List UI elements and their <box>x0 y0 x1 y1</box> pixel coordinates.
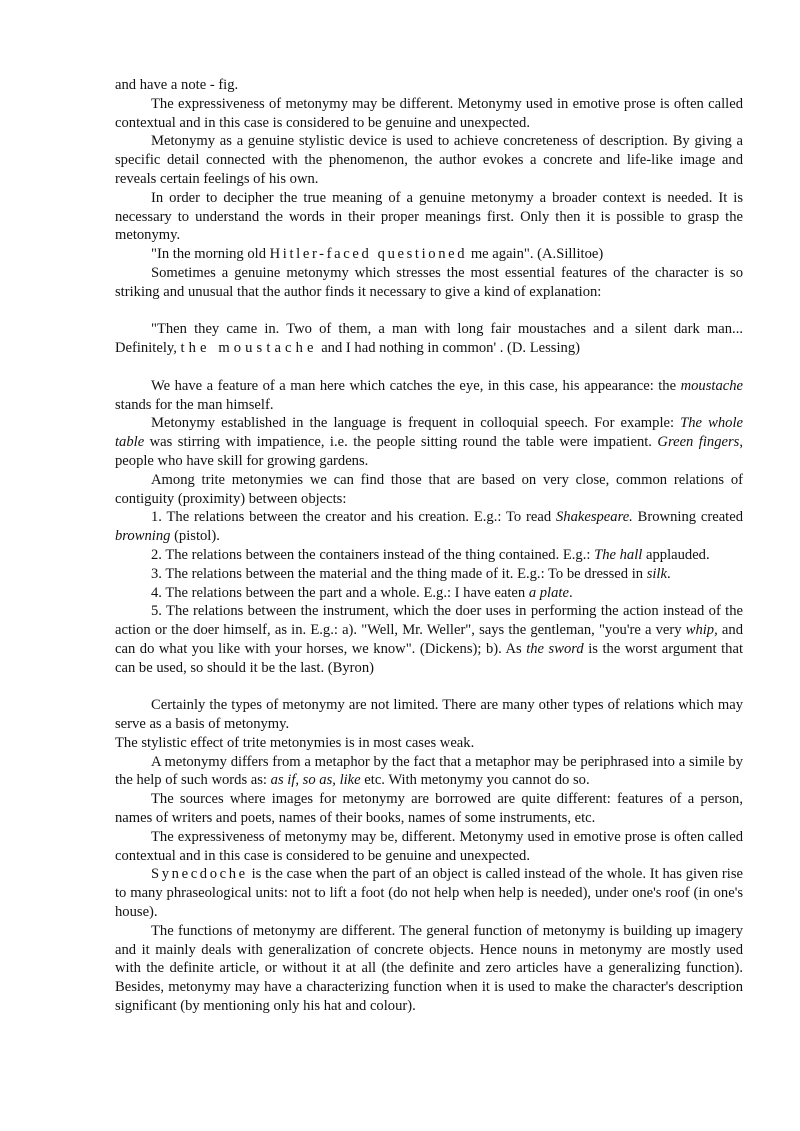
text-run: and I had nothing in common' . (D. Lessing) <box>317 340 580 357</box>
text-run: A metonymy differs from a metaphor by the fact that a metaphor may be periphrased into a simile by the help of such words as: <box>115 753 743 789</box>
italic-term: The hall <box>594 546 643 563</box>
text-run: me again". (A.Sillitoe) <box>467 246 604 263</box>
italic-term: the sword <box>526 640 584 657</box>
paragraph: The sources where images for metonymy are borrowed are quite different: features of a person, names of writers and poets, names of their books, names of some instruments, etc. <box>115 791 743 827</box>
quote-lessing <box>115 320 743 358</box>
italic-term: a plate <box>528 584 569 601</box>
list-item <box>115 508 743 546</box>
blank-line <box>115 302 743 321</box>
text-run: etc. With metonymy you cannot do so. <box>360 772 590 789</box>
italic-term: Green fingers <box>657 434 740 451</box>
paragraph: The stylistic effect of trite metonymies is in most cases weak. <box>115 734 475 751</box>
italic-term: The whole table <box>115 415 743 451</box>
paragraph <box>115 865 743 921</box>
text-run: applauded. <box>642 546 710 563</box>
text-run: "In the morning old <box>151 246 270 263</box>
paragraph: The functions of metonymy are different. The general function of metonymy is building up imagery and it mainly deals with generalization of concrete objects. Hence nouns in metonymy are mostly used with the definite article, or without it at all (the definite and zero articles have a generalizing function). Besides, metonymy may have a characterizing function when it is used to make the character's description significant (by mentioning only his hat and colour). <box>115 922 743 1015</box>
text-run: We have a feature of a man here which catches the eye, in this case, his appearance: the <box>151 377 681 394</box>
text-run: is the case when the part of an object is called instead of the whole. It has given rise to many phraseological units: not to lift a foot (do not help when help is needed), under one's roof (in one's house). <box>115 866 743 921</box>
list-item <box>115 546 743 565</box>
text-run: 1. The relations between the creator and his creation. E.g.: To read <box>151 509 556 526</box>
text-run: "Then they came in. Two of them, a man with long fair moustaches and a silent dark man... Definitely, <box>115 321 743 357</box>
text-run: (pistol). <box>170 528 220 545</box>
paragraph: and have a note - fig. <box>115 77 239 93</box>
spaced-term: the moustache <box>180 340 318 357</box>
paragraph: Certainly the types of metonymy are not limited. There are many other types of relations which may serve as a basis of metonymy. <box>115 697 743 733</box>
text-run: , people who have skill for growing gardens. <box>115 434 743 469</box>
paragraph <box>115 377 743 415</box>
spaced-term: Synecdoche <box>151 866 248 883</box>
paragraph <box>115 414 743 470</box>
list-item <box>115 565 743 584</box>
paragraph: Sometimes a genuine metonymy which stresses the most essential features of the character is so striking and unusual that the author finds it necessary to give a kind of explanation: <box>115 264 743 300</box>
blank-line <box>115 358 743 377</box>
italic-term: Shakespeare. <box>555 509 633 526</box>
document-page <box>115 76 743 1016</box>
list-item <box>115 584 743 603</box>
text-run: Metonymy established in the language is frequent in colloquial speech. For example: <box>151 415 681 432</box>
italic-term: browning <box>115 528 171 545</box>
text-run: . <box>666 565 671 582</box>
paragraph: Metonymy as a genuine stylistic device is used to achieve concreteness of description. By giving a specific detail connected with the phenomenon, the author evokes a concrete and life-like image and reveals certain feelings of his own. <box>115 133 743 187</box>
text-run: 5. The relations between the instrument, which the doer uses in performing the action instead of the action or the doer himself, as in. E.g.: a). "Well, Mr. Weller", says the gentleman, "you're a very <box>115 603 743 639</box>
paragraph <box>115 753 743 791</box>
paragraph: Among trite metonymies we can find those that are based on very close, common relations of contiguity (proximity) between objects: <box>115 471 743 507</box>
text-run: was stirring with impatience, i.e. the people sitting round the table were impatient. <box>144 434 658 451</box>
italic-term: moustache <box>680 377 743 394</box>
quote-hitler <box>115 245 743 264</box>
paragraph: The expressiveness of metonymy may be different. Metonymy used in emotive prose is often called contextual and in this case is considered to be genuine and unexpected. <box>115 95 743 131</box>
italic-term: whip, <box>685 622 718 639</box>
text-run: and can do what you like with your horses, we know". (Dickens); b). As <box>115 622 743 657</box>
paragraph: In order to decipher the true meaning of a genuine metonymy a broader context is needed. It is necessary to understand the words in their proper meanings first. Only then it is possible to grasp the metonymy. <box>115 189 743 244</box>
text-run: Browning created <box>632 509 743 526</box>
paragraph: The expressiveness of metonymy may be, different. Metonymy used in emotive prose is often called contextual and in this case is considered to be genuine and unexpected. <box>115 828 743 864</box>
text-run: 2. The relations between the containers instead of the thing contained. E.g.: <box>151 546 595 563</box>
text-run: . <box>568 584 573 601</box>
text-run: stands for the man himself. <box>115 396 274 413</box>
text-run: 4. The relations between the part and a whole. E.g.: I have eaten <box>151 584 529 601</box>
text-run: 3. The relations between the material and the thing made of it. E.g.: To be dressed in <box>151 565 647 582</box>
list-item <box>115 602 743 677</box>
blank-line <box>115 678 743 697</box>
italic-term: silk <box>646 565 667 582</box>
text-run: is the worst argument that can be used, so should it be the last. (Byron) <box>115 640 744 676</box>
spaced-term: Hitler-faced questioned <box>269 246 468 263</box>
italic-term: as if, so as, like <box>270 772 361 789</box>
